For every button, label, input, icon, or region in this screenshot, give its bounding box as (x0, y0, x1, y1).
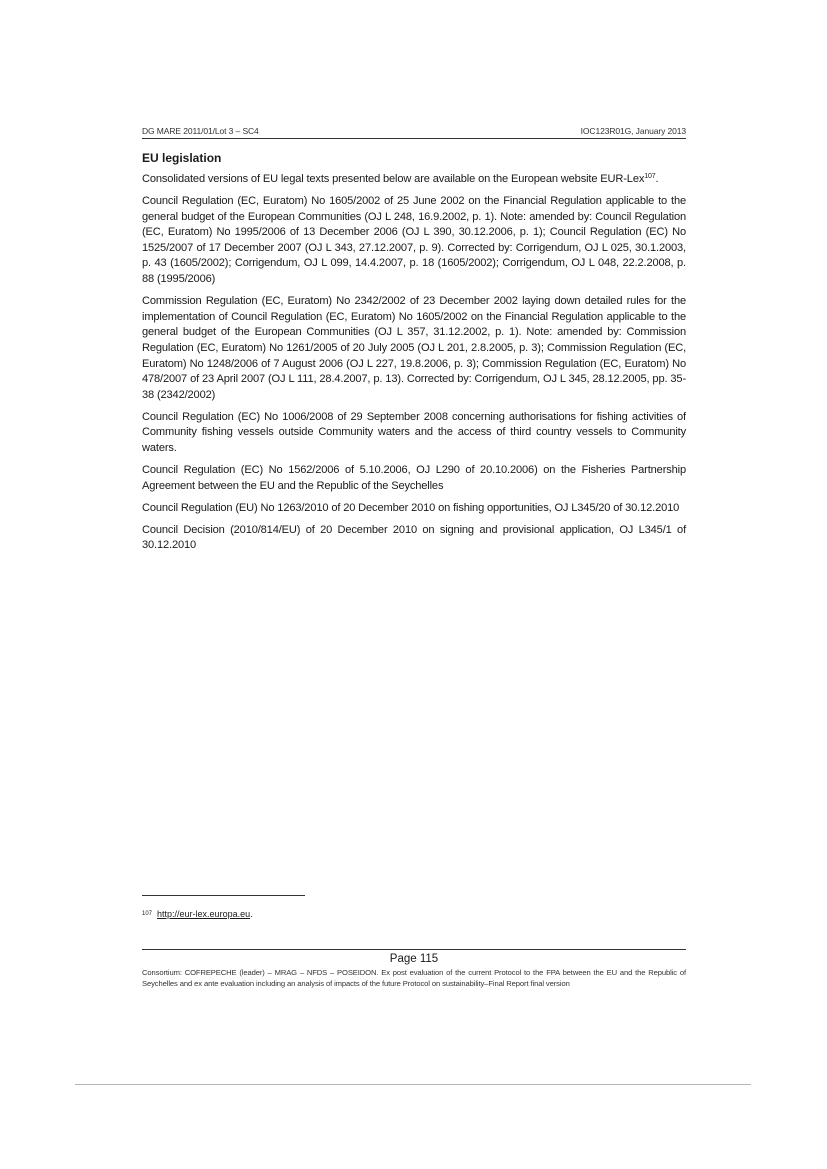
header-right-text: IOC123R01G, January 2013 (580, 126, 686, 136)
legislation-paragraph: Council Regulation (EU) No 1263/2010 of 20 December 2010 on fishing opportunities, OJ L345/20 of 30.12.2010 (142, 501, 680, 514)
eur-lex-link[interactable]: http://eur-lex.europa.eu (157, 909, 251, 919)
intro-text: Consolidated versions of EU legal texts presented below are available on the European website EUR-Lex (142, 173, 645, 185)
section-title: EU legislation (142, 151, 222, 165)
main-content (142, 150, 686, 561)
footnote-rule (142, 895, 305, 896)
legislation-paragraph: Council Regulation (EC) No 1562/2006 of 5.10.2006, OJ L290 of 20.10.2006) on the Fisheries Partnership Agreement between the EU and the Republic of the Seychelles (142, 464, 686, 492)
legislation-paragraph: Commission Regulation (EC, Euratom) No 2342/2002 of 23 December 2002 laying down detailed rules for the implementation of Council Regulation (EC, Euratom) No 1605/2002 on the Financial Regulation applicable to the general budget of the European Communities (OJ L 357, 31.12.2002, p. 1). Note: amended by: Commission Regulation (EC, Euratom) No 1261/2005 of 20 July 2005 (OJ L 201, 2.8.2005, p. 3); Commission Regulation (EC, Euratom) No 1248/2006 of 7 August 2006 (OJ L 227, 19.8.2006, p. 3); Commission Regulation (EC, Euratom) No 478/2007 of 23 April 2007 (OJ L 111, 28.4.2007, p. 13). Corrected by: Corrigendum, OJ L 345, 28.12.2005, pp. 35-38 (2342/2002) (142, 295, 686, 401)
intro-paragraph (142, 172, 686, 188)
legislation-paragraph: Council Regulation (EC, Euratom) No 1605/2002 of 25 June 2002 on the Financial Regulation applicable to the general budget of the European Communities (OJ L 248, 16.9.2002, p. 1). Note: amended by: Council Regulation (EC, Euratom) No 1995/2006 of 13 December 2006 (OJ L 390, 30.12.2006, p. 1); Council Regulation (EC) No 1525/2007 of 17 December 2007 (OJ L 343, 27.12.2007, p. 9). Corrected by: Corrigendum, OJ L 025, 30.1.2003, p. 43 (1605/2002); Corrigendum, OJ L 099, 14.4.2007, p. 18 (1605/2002); Corrigendum, OJ L 048, 22.2.2008, p. 88 (1995/2006) (142, 195, 686, 286)
intro-end: . (655, 173, 659, 185)
header-rule (142, 138, 686, 139)
footer-rule (142, 949, 686, 950)
footnote-end: . (250, 909, 253, 919)
legislation-paragraph: Council Decision (2010/814/EU) of 20 December 2010 on signing and provisional application, OJ L345/1 of 30.12.2010 (142, 523, 686, 552)
page-number: Page 115 (389, 953, 439, 965)
page-bottom-divider (75, 1084, 751, 1085)
running-header (142, 126, 686, 138)
footnote-number: 107 (142, 911, 153, 917)
footnote-reference[interactable]: 107 (644, 173, 656, 180)
footnote (142, 908, 253, 920)
legislation-paragraph: Council Regulation (EC) No 1006/2008 of 29 September 2008 concerning authorisations for fishing activities of Community fishing vessels outside Community waters and the access of third country vessels to Community waters. (142, 410, 686, 454)
header-left-text: DG MARE 2011/01/Lot 3 – SC4 (142, 126, 259, 136)
consortium-footer-text: Consortium: COFREPECHE (leader) – MRAG – NFDS – POSEIDON. Ex post evaluation of the current Protocol to the FPA between the EU and the Republic of Seychelles and ex ante evaluation including an analysis of impacts of the future Protocol on sustainability–Final Report final version (142, 968, 686, 988)
